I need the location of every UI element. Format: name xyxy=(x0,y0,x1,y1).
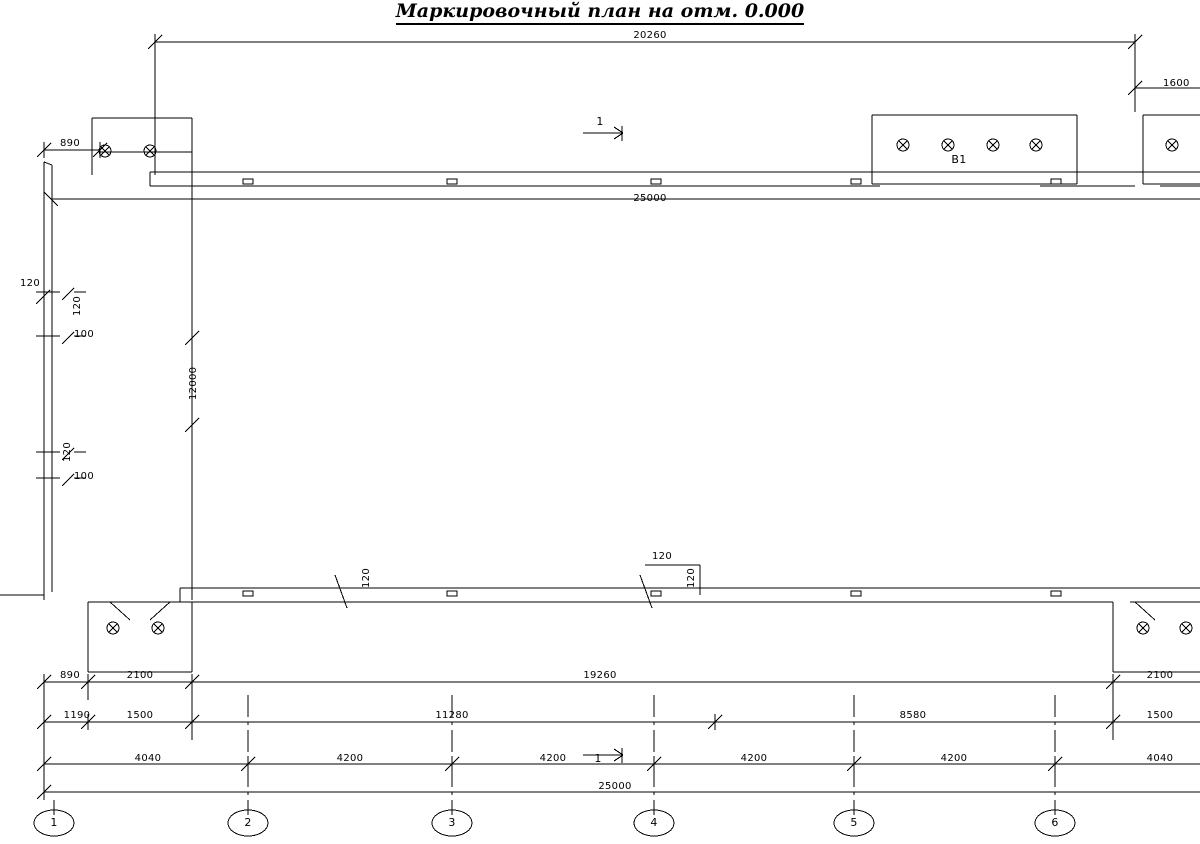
section-mark-bottom: 1 xyxy=(594,752,602,765)
dim-chain1-1: 1500 xyxy=(126,710,154,721)
dim-chain2-0: 4040 xyxy=(134,753,162,764)
part-label-b1: В1 xyxy=(951,153,967,166)
dim-left-120-c: 120 xyxy=(62,442,73,462)
dim-left-100-a: 100 xyxy=(74,329,94,340)
dim-top-overall: 20260 xyxy=(633,30,667,41)
dim-chain2-5: 4040 xyxy=(1146,753,1174,764)
dim-left-120-b: 120 xyxy=(72,296,83,316)
dim-bottom-right-2100: 2100 xyxy=(1146,670,1174,681)
dim-chain1-2: 11280 xyxy=(435,710,469,721)
dim-bottom-120-c: 120 xyxy=(686,568,697,588)
dim-chain1-4: 1500 xyxy=(1146,710,1174,721)
grid-axis-3: 3 xyxy=(448,816,456,829)
section-mark-top: 1 xyxy=(596,115,604,128)
dim-chain3: 25000 xyxy=(598,781,632,792)
dim-inner-vertical: 12000 xyxy=(188,366,199,400)
grid-axis-5: 5 xyxy=(850,816,858,829)
dim-top-left-offset: 890 xyxy=(60,138,80,149)
dim-left-120-a: 120 xyxy=(20,278,40,289)
dim-bottom-left-2100: 2100 xyxy=(126,670,154,681)
grid-axis-1: 1 xyxy=(50,816,58,829)
grid-axis-2: 2 xyxy=(244,816,252,829)
dim-bottom-120-a: 120 xyxy=(361,568,372,588)
drawing-title: Маркировочный план на отм. 0.000 xyxy=(0,0,1200,22)
grid-axis-6: 6 xyxy=(1051,816,1059,829)
dim-chain2-1: 4200 xyxy=(336,753,364,764)
dim-chain1-3: 8580 xyxy=(899,710,927,721)
dim-bottom-overall: 19260 xyxy=(583,670,617,681)
grid-axis-4: 4 xyxy=(650,816,658,829)
dim-left-100-b: 100 xyxy=(74,471,94,482)
dim-inner-top: 25000 xyxy=(633,193,667,204)
dim-chain2-2: 4200 xyxy=(539,753,567,764)
dim-bottom-120-b: 120 xyxy=(652,551,672,562)
dim-chain2-3: 4200 xyxy=(740,753,768,764)
dim-chain2-4: 4200 xyxy=(940,753,968,764)
dim-chain1-0: 1190 xyxy=(63,710,91,721)
dim-top-right: 1600 xyxy=(1163,78,1190,89)
dim-bottom-left-offset: 890 xyxy=(60,670,80,681)
